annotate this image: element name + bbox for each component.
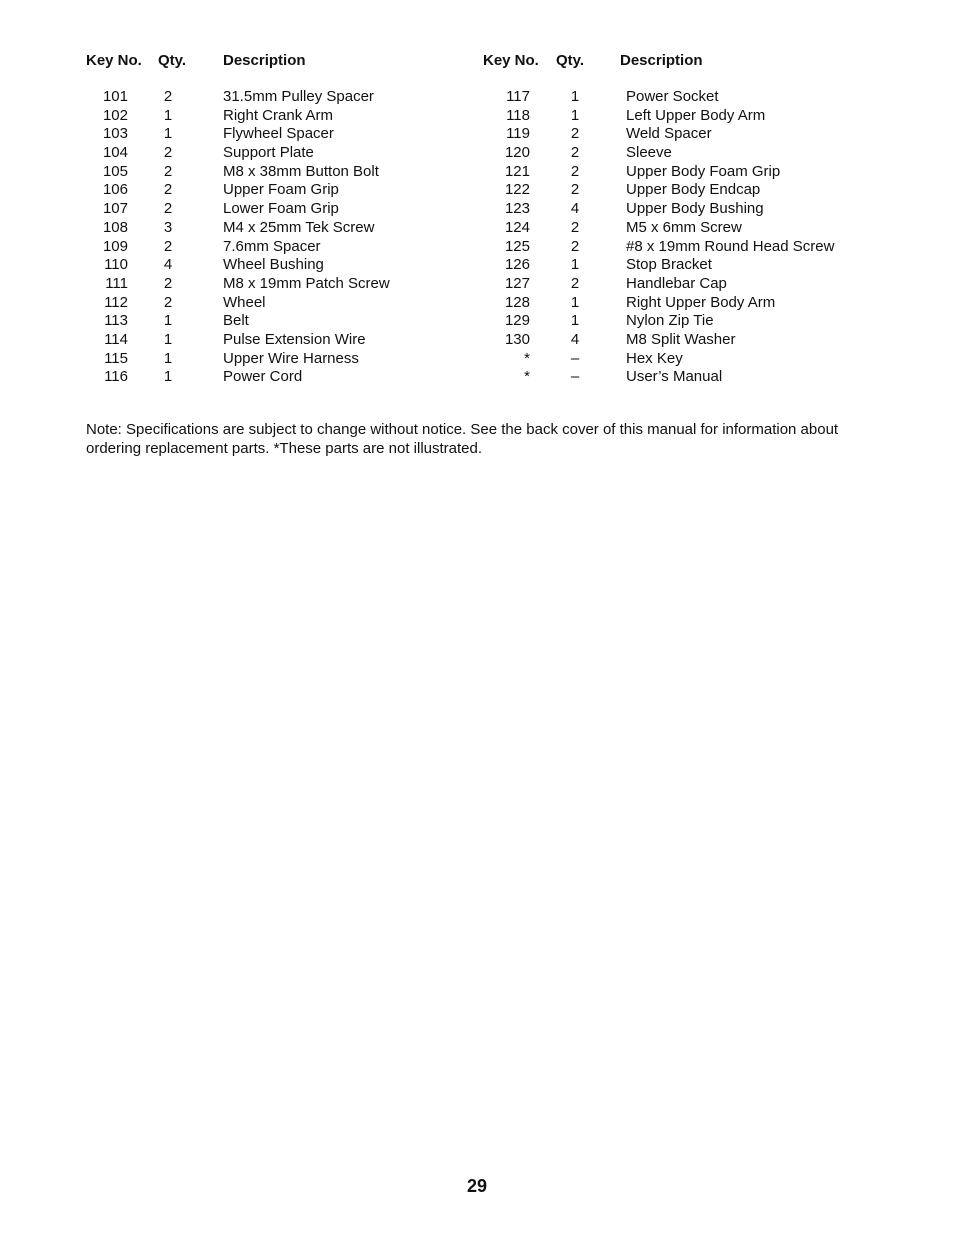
description: Support Plate <box>223 144 314 162</box>
qty: 2 <box>570 125 580 143</box>
table-header <box>483 52 903 74</box>
qty: 2 <box>163 200 173 218</box>
description: M5 x 6mm Screw <box>626 218 742 236</box>
qty: 2 <box>570 144 580 162</box>
table-row <box>483 88 903 107</box>
description: M8 x 19mm Patch Screw <box>223 274 390 292</box>
qty: 4 <box>163 256 173 274</box>
description: Power Cord <box>223 368 303 386</box>
qty: 1 <box>163 349 173 367</box>
table-row <box>86 219 506 238</box>
key-no-header: Key No. <box>483 52 539 69</box>
description: Upper Body Bushing <box>626 200 764 218</box>
table-row <box>483 107 903 126</box>
qty: 1 <box>570 293 580 311</box>
table-row <box>86 312 506 331</box>
key-no: 110 <box>104 256 128 274</box>
qty: 2 <box>163 181 173 199</box>
key-no: 104 <box>102 144 128 162</box>
table-row <box>483 238 903 257</box>
description: Upper Body Foam Grip <box>626 162 781 180</box>
qty: 1 <box>570 256 580 274</box>
key-no: 114 <box>104 330 128 348</box>
key-no: 102 <box>102 106 128 124</box>
description: 31.5mm Pulley Spacer <box>223 88 374 105</box>
parts-list-right <box>483 52 903 386</box>
key-no-header: Key No. <box>86 52 142 69</box>
qty: 4 <box>570 330 580 348</box>
qty: 2 <box>570 162 580 180</box>
qty: 1 <box>570 312 580 330</box>
description: Wheel <box>223 293 266 311</box>
description: User’s Manual <box>626 368 723 386</box>
qty: 1 <box>163 330 173 348</box>
table-row <box>483 350 903 369</box>
table-row <box>86 294 506 313</box>
table-row <box>86 331 506 350</box>
parts-rows <box>86 88 506 387</box>
qty: 2 <box>163 162 173 180</box>
table-row <box>86 275 506 294</box>
description: Upper Wire Harness <box>223 349 359 367</box>
table-row <box>483 312 903 331</box>
key-no: 128 <box>504 293 530 311</box>
qty: 1 <box>163 368 173 386</box>
qty: 1 <box>163 106 173 124</box>
key-no: 113 <box>104 312 128 330</box>
key-no: 130 <box>504 330 530 348</box>
qty: 2 <box>163 237 173 255</box>
table-row <box>86 256 506 275</box>
qty: 2 <box>163 274 173 292</box>
description: Right Crank Arm <box>223 106 334 124</box>
table-row <box>86 163 506 182</box>
qty: 2 <box>163 293 173 311</box>
table-row <box>86 125 506 144</box>
qty: – <box>570 349 580 367</box>
key-no: 101 <box>102 88 128 105</box>
description: Handlebar Cap <box>626 274 727 292</box>
description: Flywheel Spacer <box>223 125 334 143</box>
key-no: 120 <box>504 144 530 162</box>
description: M4 x 25mm Tek Screw <box>223 218 375 236</box>
table-row <box>86 368 506 387</box>
key-no: 127 <box>504 274 530 292</box>
key-no: * <box>524 349 530 367</box>
key-no: 103 <box>102 125 128 143</box>
qty: 2 <box>570 181 580 199</box>
table-row <box>483 125 903 144</box>
description: Lower Foam Grip <box>223 200 339 218</box>
key-no: 112 <box>104 293 128 311</box>
qty: 1 <box>570 88 580 105</box>
table-row <box>86 144 506 163</box>
table-row <box>483 275 903 294</box>
key-no: 121 <box>504 162 530 180</box>
table-row <box>483 331 903 350</box>
table-row <box>86 238 506 257</box>
qty: 4 <box>570 200 580 218</box>
key-no: 118 <box>506 106 530 124</box>
table-row <box>483 294 903 313</box>
table-row <box>483 368 903 387</box>
description: #8 x 19mm Round Head Screw <box>626 237 835 255</box>
qty: 3 <box>163 218 173 236</box>
table-header <box>86 52 506 74</box>
description: Left Upper Body Arm <box>626 106 766 124</box>
table-row <box>483 144 903 163</box>
key-no: 109 <box>102 237 128 255</box>
description: Stop Bracket <box>626 256 712 274</box>
key-no: 129 <box>504 312 530 330</box>
description: Upper Body Endcap <box>626 181 761 199</box>
key-no: 124 <box>504 218 530 236</box>
table-row <box>483 163 903 182</box>
key-no: 106 <box>102 181 128 199</box>
description: M8 x 38mm Button Bolt <box>223 162 379 180</box>
qty-header: Qty. <box>158 52 187 69</box>
qty: 2 <box>570 237 580 255</box>
qty: 2 <box>163 88 173 105</box>
table-row <box>86 88 506 107</box>
description: 7.6mm Spacer <box>223 237 321 255</box>
specifications-note: Note: Specifications are subject to change without notice. See the back cover of this manual for information about ordering replacement parts. *These parts are not illustrated. <box>86 421 839 457</box>
key-no: 115 <box>104 349 128 367</box>
description-header: Description <box>223 52 306 69</box>
description: Right Upper Body Arm <box>626 293 776 311</box>
key-no: 125 <box>504 237 530 255</box>
table-row <box>86 350 506 369</box>
key-no: 105 <box>102 162 128 180</box>
qty: 1 <box>163 125 173 143</box>
qty: 2 <box>570 274 580 292</box>
description: M8 Split Washer <box>626 330 736 348</box>
description: Sleeve <box>626 144 672 162</box>
table-row <box>86 200 506 219</box>
table-row <box>86 107 506 126</box>
table-row <box>483 219 903 238</box>
key-no: 126 <box>504 256 530 274</box>
table-row <box>483 256 903 275</box>
qty: 1 <box>570 106 580 124</box>
key-no: * <box>524 368 530 386</box>
qty-header: Qty. <box>556 52 585 69</box>
key-no: 107 <box>102 200 128 218</box>
parts-rows <box>483 88 903 387</box>
key-no: 116 <box>104 368 128 386</box>
description: Nylon Zip Tie <box>626 312 714 330</box>
table-row <box>483 181 903 200</box>
qty: 2 <box>163 144 173 162</box>
description: Wheel Bushing <box>223 256 324 274</box>
description-header: Description <box>620 52 703 69</box>
key-no: 123 <box>504 200 530 218</box>
key-no: 119 <box>506 125 530 143</box>
key-no: 117 <box>506 88 530 105</box>
page-number: 29 <box>466 1176 488 1196</box>
qty: 2 <box>570 218 580 236</box>
description: Upper Foam Grip <box>223 181 339 199</box>
table-row <box>483 200 903 219</box>
description: Hex Key <box>626 349 683 367</box>
table-row <box>86 181 506 200</box>
description: Pulse Extension Wire <box>223 330 366 348</box>
parts-list-left <box>86 52 506 386</box>
key-no: 111 <box>105 274 128 292</box>
description: Belt <box>223 312 249 330</box>
key-no: 122 <box>504 181 530 199</box>
qty: – <box>570 368 580 386</box>
qty: 1 <box>163 312 173 330</box>
description: Power Socket <box>626 88 719 105</box>
description: Weld Spacer <box>626 125 712 143</box>
key-no: 108 <box>102 218 128 236</box>
